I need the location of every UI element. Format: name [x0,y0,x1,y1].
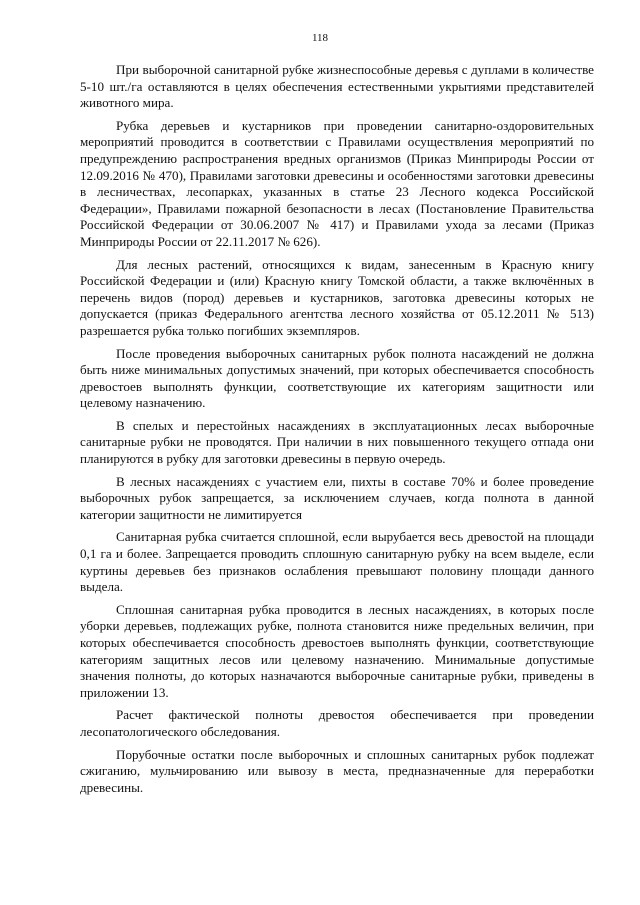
paragraph-rules: Рубка деревьев и кустарников при проведении санитарно-оздоровительных мероприятий проводится в соответствии с Правилами осуществления мероприятий по предупреждению распространения вредных организмов (Приказ Минприроды России от 12.09.2016 № 470), Правилами заготовки древесины и особенностями заготовки древесины в лесничествах, лесопарках, указанных в статье 23 Лесного кодекса Российской Федерации», Правилами пожарной безопасности в лесах (Постановление Правительства Российской Федерации от 30.06.2007 № 417) и Правилами ухода за лесами (Приказ Минприроды России от 22.11.2017 № 626). [80,117,594,249]
page-number: 118 [311,32,329,44]
paragraph-red-book: Для лесных растений, относящихся к видам, занесенным в Красную книгу Российской Федерации и (или) Красную книгу Томской области, а также включённых в перечень видов (пород) деревьев и кустарников, заготовка древесины которых не допускается (приказ Федерального агентства лесного хозяйства от 05.12.2011 № 513) разрешается рубка только погибших экземпляров. [80,256,594,338]
paragraph-density-calculation: Расчет фактической полноты древостоя обеспечивается при проведении лесопатологического обследования. [80,707,594,739]
paragraph-density: После проведения выборочных санитарных рубок полнота насаждений не должна быть ниже минимальных допустимых значений, при которых обеспечивается способность древостоев выполнять функции, соответствующие их категориям защитности или целевому назначению. [80,345,594,411]
paragraph-clear-cutting: Санитарная рубка считается сплошной, если вырубается весь древостой на площади 0,1 га и более. Запрещается проводить сплошную санитарную рубку на всем выделе, если куртины деревьев без признаков ослабления превышают половину площади данного выдела. [80,529,594,595]
paragraph-clear-sanitary: Сплошная санитарная рубка проводится в лесных насаждениях, в которых после уборки деревьев, подлежащих рубке, полнота становится ниже предельных величин, при которых обеспечивается способность древостоев выполнять функции, соответствующие категориям защитных лесов или целевому назначению. Минимальные допустимые значения полноты, до которых назначаются выборочные санитарные рубки, приведены в приложении 13. [80,601,594,700]
paragraph-hollow-trees: При выборочной санитарной рубке жизнеспособные деревья с дуплами в количестве 5-10 шт./га оставляются в целях обеспечения естественными укрытиями представителей животного мира. [80,62,594,111]
paragraph-mature-stands: В спелых и перестойных насаждениях в эксплуатационных лесах выборочные санитарные рубки не проводятся. При наличии в них повышенного текущего отпада они планируются в рубку для заготовки древесины в первую очередь. [80,417,594,467]
paragraph-spruce-fir: В лесных насаждениях с участием ели, пихты в составе 70% и более проведение выборочных рубок запрещается, за исключением случаев, когда полнота в данной категории защитности не лимитируется [80,473,594,522]
paragraph-residues: Порубочные остатки после выборочных и сплошных санитарных рубок подлежат сжиганию, мульчированию или вывозу в места, предназначенные для переработки древесины. [80,746,594,795]
document-body [80,62,594,802]
